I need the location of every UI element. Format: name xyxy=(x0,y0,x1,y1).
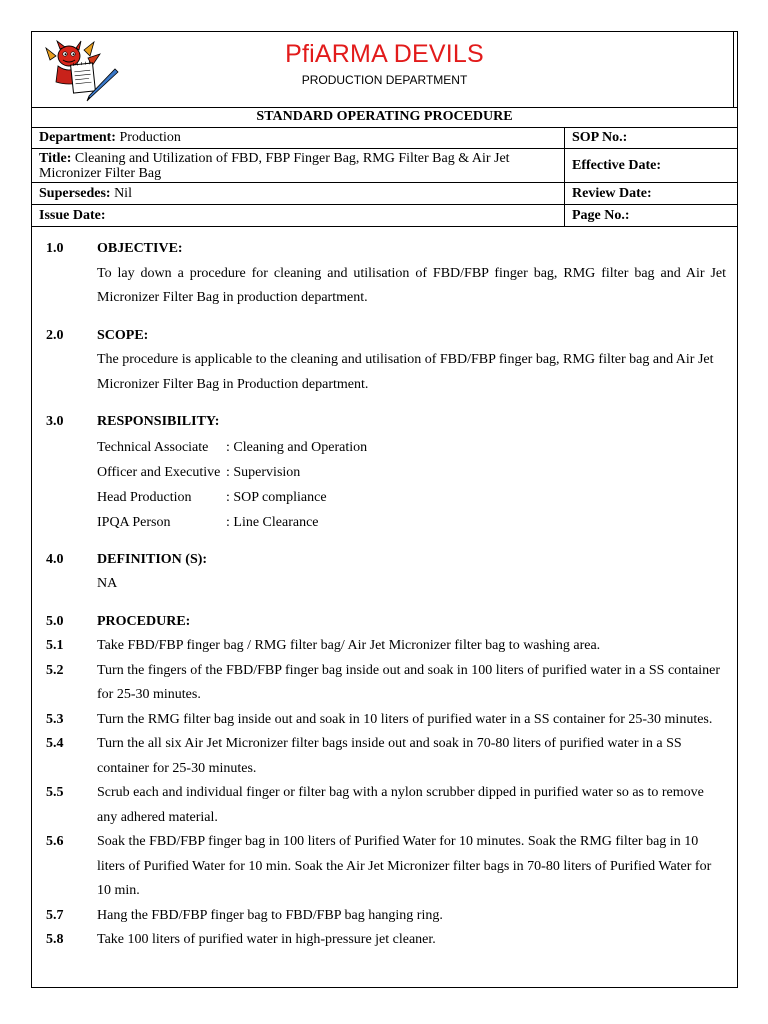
procedure-step: 5.3 Turn the RMG filter bag inside out and soak in 10 liters of purified water in a SS container for 25-30 minutes. xyxy=(46,711,713,727)
section-responsibility: 3.0 RESPONSIBILITY: Technical Associate : Cleaning and Operation Officer and Executive : Supervision Head Production : SOP compliance IPQA Person : Line Clearance xyxy=(46,410,726,535)
procedure-step: 5.4 Turn the all six Air Jet Micronizer filter bags inside out and soak in 70-80 liters of purified water in a SS container for 25-30 minutes. xyxy=(46,736,682,776)
section-scope: 2.0 SCOPE: The procedure is applicable to the cleaning and utilisation of FBD/FBP finger bag, RMG filter bag and Air Jet Micronizer Filter Bag in Production department. xyxy=(46,324,726,398)
section-heading: SCOPE: xyxy=(97,327,149,343)
procedure-step: 5.6 Soak the FBD/FBP finger bag in 100 liters of Purified Water for 10 minutes. Soak the RMG filter bag in 10 liters of Purified Water for 10 min. Soak the Air Jet Micronizer filter bags in 70-80 liters of Purified Water for 10 min. xyxy=(46,834,712,898)
procedure-step: 5.5 Scrub each and individual finger or filter bag with a nylon scrubber dipped in purified water so as to remove any adhered material. xyxy=(46,785,704,825)
sop-body xyxy=(46,237,726,953)
section-heading: RESPONSIBILITY: xyxy=(97,414,220,429)
responsibility-row: Head Production : SOP compliance xyxy=(97,489,327,505)
company-name: PfiARMA DEVILS xyxy=(285,40,484,68)
department-line: PRODUCTION DEPARTMENT xyxy=(301,73,468,87)
section-procedure: 5.0 PROCEDURE: 5.1 Take FBD/FBP finger bag / RMG filter bag/ Air Jet Micronizer filter bag to washing area. 5.2 Turn the fingers of the FBD/FBP finger bag inside out and soak in 100 liters of purified water in a SS container for 25-30 minutes. 5.3 Turn the RMG filter bag inside out and soak in 10 liters of purified water in a SS container for 25-30 minutes. 5.4 Turn the all six Air Jet Micronizer filter bags inside out and soak in 70-80 liters of purified water in a SS container for 25-30 minutes. 5.5 Scrub each and individual finger or filter bag with a nylon scrubber dipped in purified water so as to remove any adhered material. 5.6 Soak the FBD/FBP finger bag in 100 liters of Purified Water for 10 minutes. Soak the RMG filter bag in 10 liters of Purified Water for 10 min. Soak the Air Jet Micronizer filter bags in 70-80 liters of Purified Water for 10 min. 5.7 Hang the FBD/FBP finger bag to FBD/FBP bag hanging ring. 5.8 Take 100 liters of purified water in high-pressure jet cleaner. xyxy=(46,610,726,953)
section-definition: 4.0 DEFINITION (S): NA xyxy=(46,548,726,597)
effective-date-cell: Effective Date: xyxy=(565,149,738,183)
sop-no-cell: SOP No.: xyxy=(565,128,738,149)
responsibility-row: Officer and Executive : Supervision xyxy=(97,464,301,480)
section-heading: OBJECTIVE: xyxy=(97,241,183,256)
document-header xyxy=(32,32,737,108)
issue-date-cell: Issue Date: xyxy=(32,205,565,227)
title-cell: Title: Cleaning and Utilization of FBD, FBP Finger Bag, RMG Filter Bag & Air Jet Micronizer Filter Bag xyxy=(32,149,565,183)
responsibility-row: Technical Associate : Cleaning and Operation xyxy=(97,439,368,455)
responsibility-row: IPQA Person : Line Clearance xyxy=(97,514,319,530)
procedure-step: 5.2 Turn the fingers of the FBD/FBP finger bag inside out and soak in 100 liters of purified water in a SS container for 25-30 minutes. xyxy=(46,662,721,702)
department-cell: Department: Production xyxy=(32,128,565,149)
responsibility-list xyxy=(97,435,726,535)
sop-page xyxy=(31,31,738,988)
procedure-step: 5.8 Take 100 liters of purified water in high-pressure jet cleaner. xyxy=(46,932,436,947)
supersedes-cell: Supersedes: Nil xyxy=(32,183,565,205)
review-date-cell: Review Date: xyxy=(565,183,738,205)
procedure-step: 5.1 Take FBD/FBP finger bag / RMG filter bag/ Air Jet Micronizer filter bag to washing area. xyxy=(46,638,601,653)
procedure-step: 5.7 Hang the FBD/FBP finger bag to FBD/FBP bag hanging ring. xyxy=(46,907,443,923)
sop-title: STANDARD OPERATING PROCEDURE xyxy=(32,107,737,128)
section-heading: DEFINITION (S): xyxy=(97,551,208,567)
section-objective: 1.0 OBJECTIVE: To lay down a procedure for cleaning and utilisation of FBD/FBP finger bag, RMG filter bag and Air Jet Micronizer Filter Bag in production department. xyxy=(46,237,726,311)
page-no-cell: Page No.: xyxy=(565,205,738,227)
section-text: NA xyxy=(97,576,118,591)
sop-meta-table xyxy=(32,128,737,227)
section-text: To lay down a procedure for cleaning and utilisation of FBD/FBP finger bag, RMG filter bag and Air Jet Micronizer Filter Bag in production department. xyxy=(97,265,726,305)
section-text: The procedure is applicable to the cleaning and utilisation of FBD/FBP finger bag, RMG filter bag and Air Jet Micronizer Filter Bag in Production department. xyxy=(97,352,714,392)
section-heading: PROCEDURE: xyxy=(97,613,191,629)
